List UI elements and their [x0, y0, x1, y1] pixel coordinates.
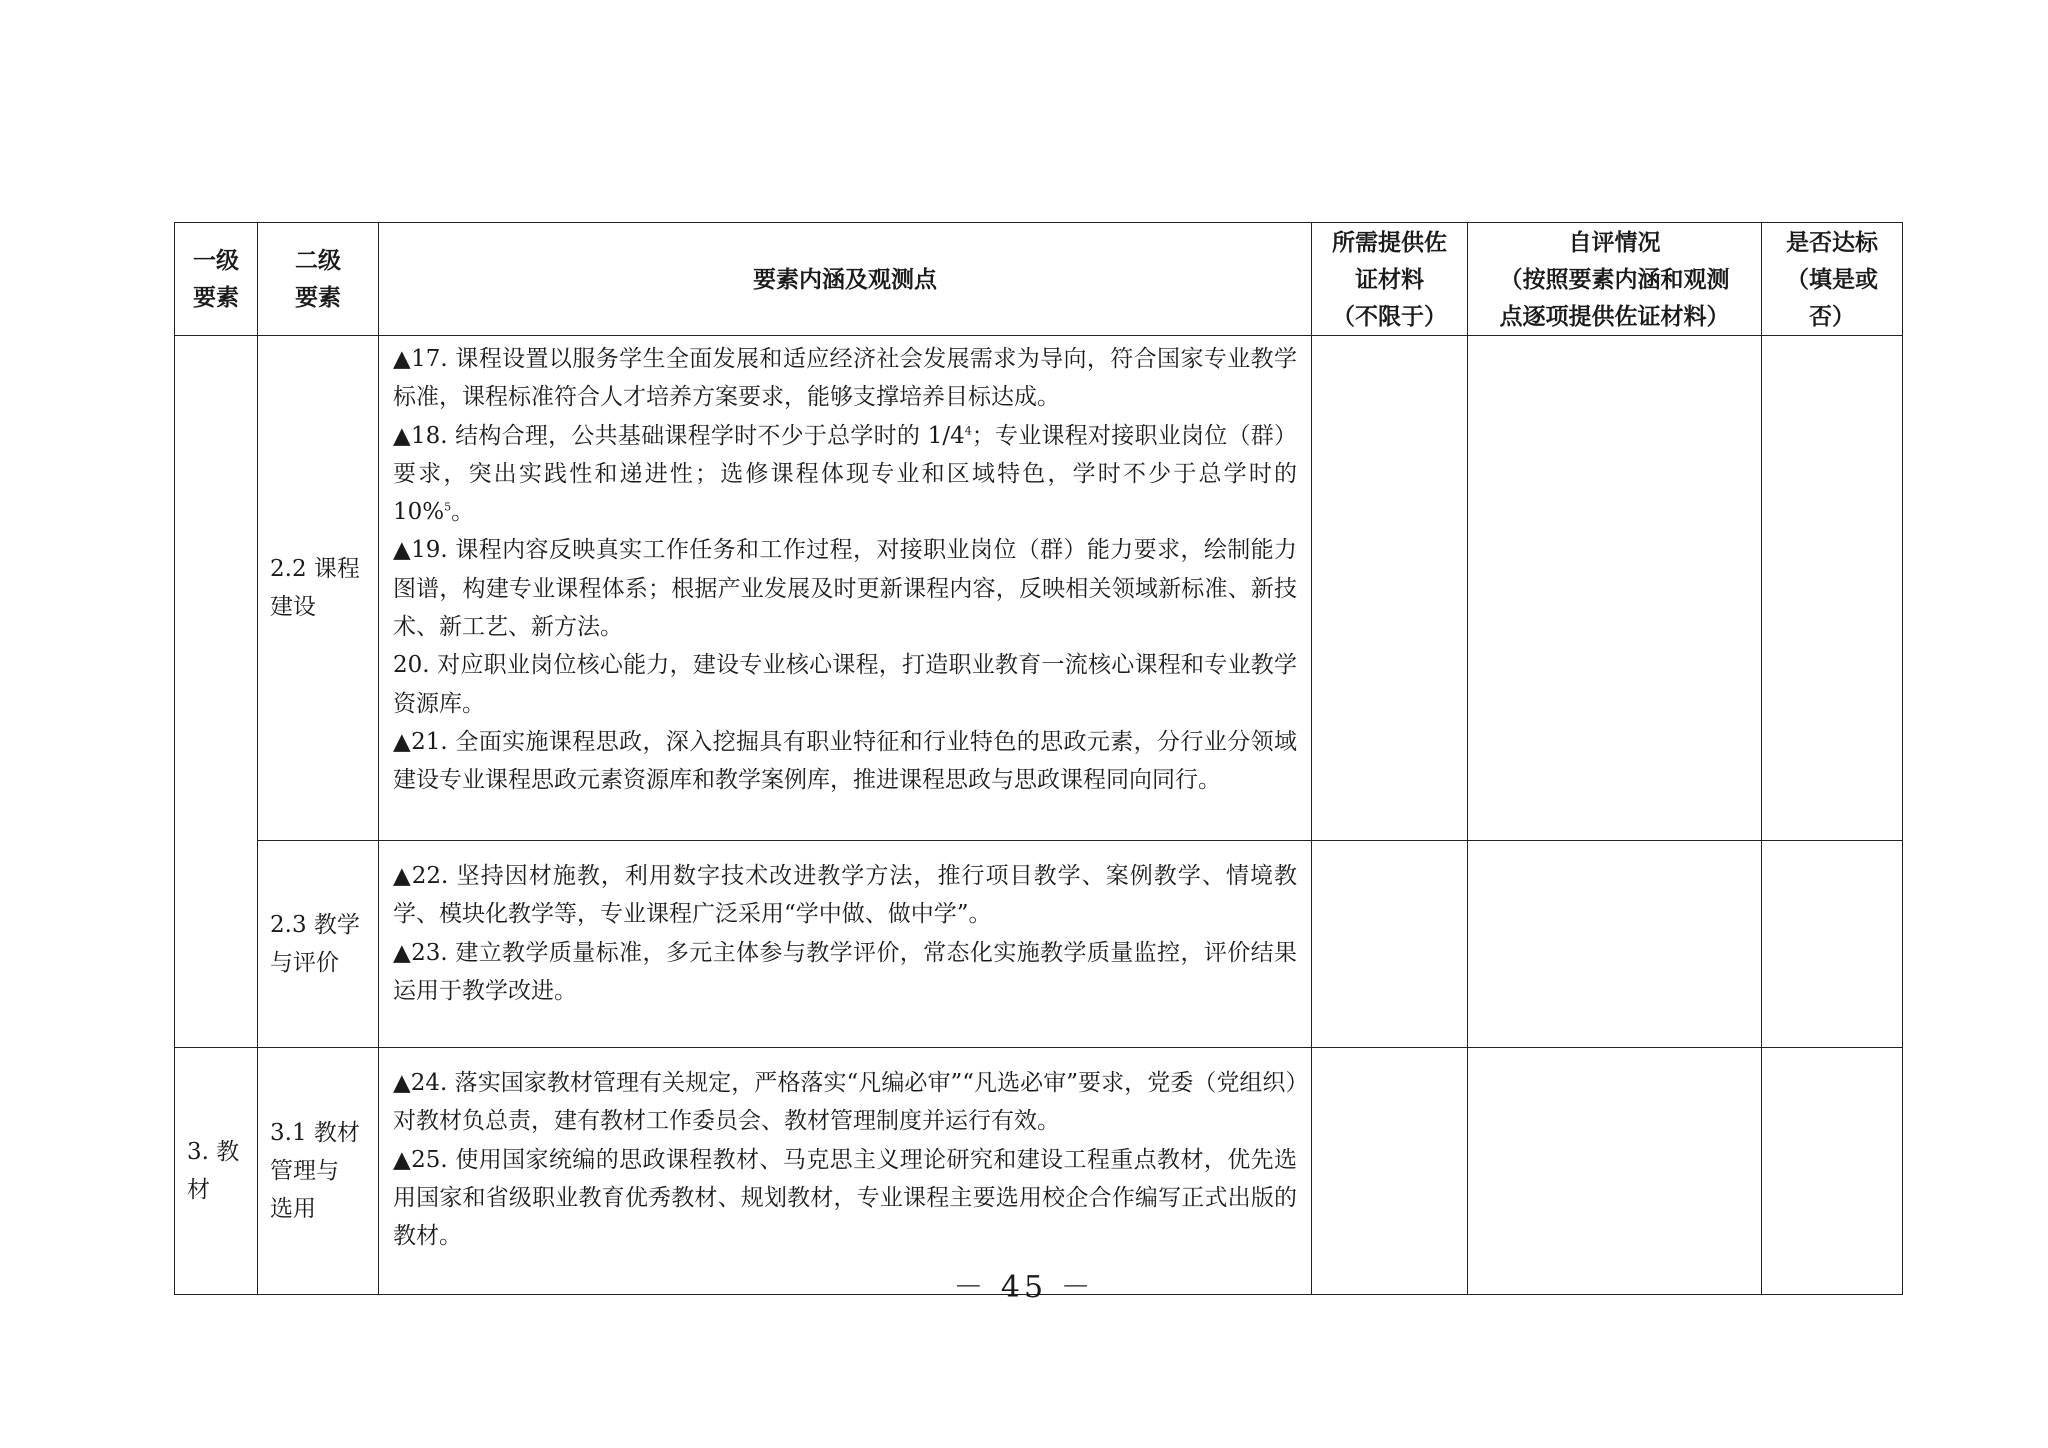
item-25: ▲25. 使用国家统编的思政课程教材、马克思主义理论研究和建设工程重点教材，优先选用国家和省级职业教育优秀教材、规划教材，专业课程主要选用校企合作编写正式出版的教材。 — [393, 1146, 1297, 1250]
item-23: ▲23. 建立教学质量标准，多元主体参与教学评价，常态化实施教学质量监控，评价结果运用于教学改进。 — [393, 939, 1297, 1004]
level2-cell: 2.2 课程 建设 — [258, 336, 379, 841]
content-cell — [379, 1048, 1312, 1295]
evaluation-table — [174, 222, 1903, 1295]
level2-cell: 3.1 教材 管理与 选用 — [258, 1048, 379, 1295]
item-18: ▲18. 结构合理，公共基础课程学时不少于总学时的 $1/4^4$；专业课程对接职业岗位（群）要求，突出实践性和递进性；选修课程体现专业和区域特色，学时不少于总学时的 10%$^5$。 — [393, 422, 1298, 526]
self-eval-cell[interactable] — [1468, 1048, 1762, 1295]
table-row — [175, 1048, 1903, 1295]
header-content: 要素内涵及观测点 — [379, 223, 1312, 336]
footnote-5: 5 — [444, 500, 452, 514]
header-row — [175, 223, 1903, 336]
evidence-cell[interactable] — [1312, 1048, 1468, 1295]
self-eval-cell[interactable] — [1468, 841, 1762, 1048]
content-cell — [379, 336, 1312, 841]
item-20: 20. 对应职业岗位核心能力，建设专业核心课程，打造职业教育一流核心课程和专业教学资源库。 — [393, 652, 1297, 717]
page-number: － 45 － — [953, 1270, 1095, 1305]
standard-cell[interactable] — [1762, 841, 1903, 1048]
item-24: ▲24. 落实国家教材管理有关规定，严格落实“凡编必审”“凡选必审”要求，党委（党组织）对教材负总责，建有教材工作委员会、教材管理制度并运行有效。 — [393, 1070, 1297, 1135]
evidence-cell[interactable] — [1312, 841, 1468, 1048]
level2-cell: 2.3 教学 与评价 — [258, 841, 379, 1048]
standard-cell[interactable] — [1762, 1048, 1903, 1295]
footnote-4: 4 — [964, 423, 972, 437]
evidence-cell[interactable] — [1312, 336, 1468, 841]
header-level1: 一级 要素 — [175, 223, 258, 336]
table-row — [175, 336, 1903, 841]
table-row — [175, 841, 1903, 1048]
header-level2: 二级 要素 — [258, 223, 379, 336]
standard-cell[interactable] — [1762, 336, 1903, 841]
item-17: ▲17. 课程设置以服务学生全面发展和适应经济社会发展需求为导向，符合国家专业教学标准，课程标准符合人才培养方案要求，能够支撑培养目标达成。 — [393, 346, 1297, 411]
content-cell — [379, 841, 1312, 1048]
level1-cell: 3. 教 材 — [175, 1048, 258, 1295]
header-evidence: 所需提供佐 证材料 （不限于） — [1312, 223, 1468, 336]
header-self-eval: 自评情况 （按照要素内涵和观测 点逐项提供佐证材料） — [1468, 223, 1762, 336]
level1-cell — [175, 336, 258, 1048]
self-eval-cell[interactable] — [1468, 336, 1762, 841]
item-21: ▲21. 全面实施课程思政，深入挖掘具有职业特征和行业特色的思政元素，分行业分领域建设专业课程思政元素资源库和教学案例库，推进课程思政与思政课程同向同行。 — [393, 728, 1297, 794]
item-22: ▲22. 坚持因材施教，利用数字技术改进教学方法，推行项目教学、案例教学、情境教学、模块化教学等，专业课程广泛采用“学中做、做中学”。 — [393, 863, 1297, 928]
item-19: ▲19. 课程内容反映真实工作任务和工作过程，对接职业岗位（群）能力要求，绘制能力图谱，构建专业课程体系；根据产业发展及时更新课程内容，反映相关领域新标准、新技术、新工艺、新方法。 — [393, 537, 1297, 641]
header-standard: 是否达标 （填是或 否） — [1762, 223, 1903, 336]
